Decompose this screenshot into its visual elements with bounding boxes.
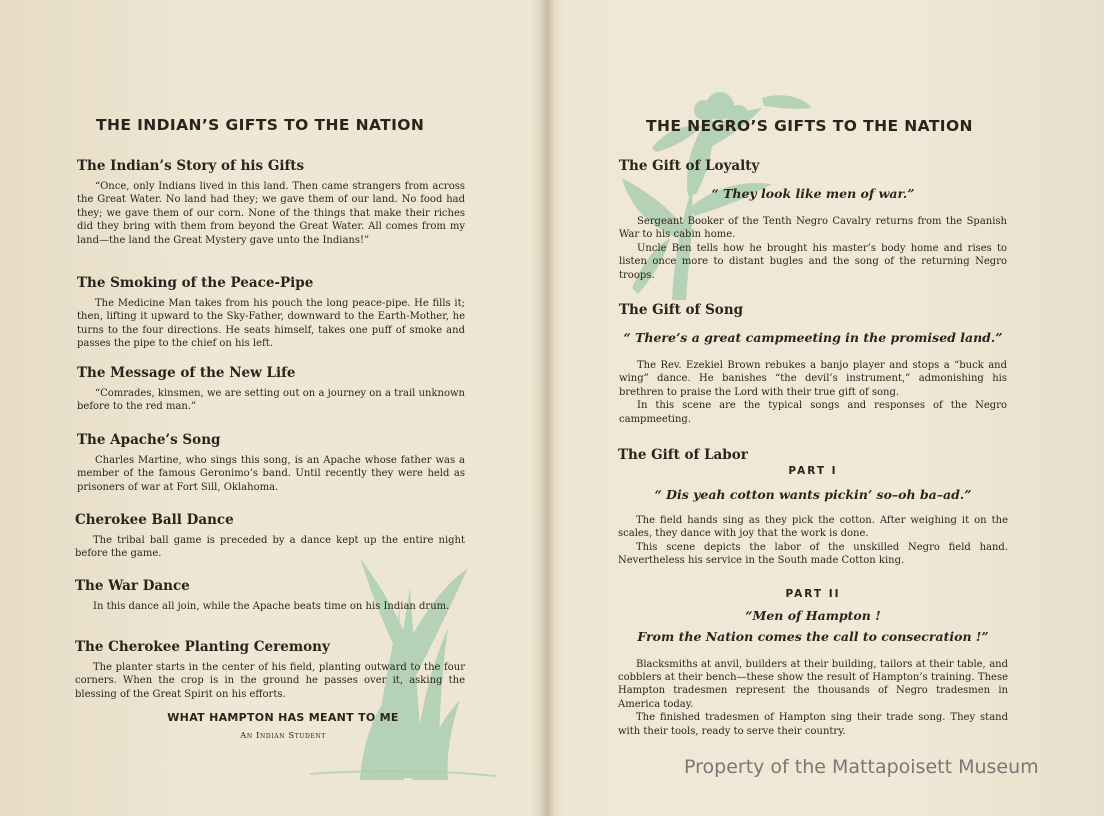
section-paragraph: The tribal ball game is preceded by a dance kept up the entire night before the game. [75, 535, 465, 560]
part-two-label: PART II [785, 587, 841, 600]
museum-watermark: Property of the Mattapoisett Museum [684, 756, 1039, 778]
section-paragraph: The Medicine Man takes from his pouch the long peace-pipe. He fills it; then, lifting it upward to the Sky-Father, downward to the Earth-Mother, he turns to the four directions. He seats himself, takes one puff of smoke and passes the pipe to the chief on his left. [77, 298, 465, 350]
section-paragraph: The planter starts in the center of his field, planting outward to the four corners. When the crop is in the ground he passes over it, asking the blessing of the Great Spirit on his efforts. [75, 662, 465, 700]
section-paragraph: Sergeant Booker of the Tenth Negro Cavalry returns from the Spanish War to his cabin home. [619, 216, 1007, 241]
section-heading: The Cherokee Planting Ceremony [75, 639, 330, 655]
section-paragraph: In this scene are the typical songs and responses of the Negro campmeeting. [619, 400, 1007, 425]
section-heading: The Smoking of the Peace-Pipe [77, 275, 314, 291]
section-paragraph: Blacksmiths at anvil, builders at their building, tailors at their table, and cobblers at their bench—these show the result of Hampton’s training. These Hampton tradesmen represent the thousands of Negro tradesmen in America today. [618, 658, 1008, 710]
section-heading: The Gift of Song [619, 302, 744, 318]
section-paragraph: The finished tradesmen of Hampton sing their trade song. They stand with their tools, ready to serve their country. [618, 712, 1008, 737]
signature-line: WHAT HAMPTON HAS MEANT TO ME [167, 711, 399, 724]
section-heading: The War Dance [75, 578, 190, 594]
part-one-label: PART I [788, 465, 838, 477]
section-gift-of-loyalty [619, 158, 1007, 282]
section-new-life [77, 365, 465, 414]
section-heading: Cherokee Ball Dance [75, 512, 234, 528]
section-gift-of-labor [618, 447, 1008, 738]
section-indians-story [77, 158, 465, 247]
section-apache-song [77, 432, 465, 494]
section-paragraph: The Rev. Ezekiel Brown rebukes a banjo player and stops a “buck and wing” dance. He banishes “the devil’s instrument,” admonishing his brethren to praise the Lord with their true gift of song. [619, 360, 1007, 398]
section-quote: “ They look like men of war.” [711, 186, 915, 201]
left-page-title: THE INDIAN’S GIFTS TO THE NATION [96, 116, 425, 134]
section-paragraph: “Once, only Indians lived in this land. Then came strangers from across the Great Water. No land had they; we gave them of our land. No food had they; we gave them of our corn. None of the things that make their riches did they bring with them from beyond the Great Water. All comes from my land—the land the Great Mystery gave unto the Indians!” [77, 181, 465, 246]
right-page [556, 0, 1104, 816]
section-paragraph: “Comrades, kinsmen, we are setting out on a journey on a trail unknown before to the red man.” [77, 388, 465, 413]
section-quote: From the Nation comes the call to consecration !” [637, 628, 989, 644]
section-heading: The Gift of Labor [618, 447, 748, 463]
signature-subline: An Indian Student [240, 731, 326, 741]
section-heading: The Indian’s Story of his Gifts [77, 158, 305, 174]
section-gift-of-song [619, 302, 1007, 426]
section-paragraph: Charles Martine, who sings this song, is an Apache whose father was a member of the famous Geronimo’s band. Until recently they were held as prisoners of war at Fort Sill, Oklahoma. [77, 455, 465, 493]
section-planting-ceremony [75, 639, 465, 701]
left-page [0, 0, 548, 816]
section-paragraph: In this dance all join, while the Apache beats time on his Indian drum. [93, 601, 450, 612]
section-quote: “Men of Hampton ! [745, 607, 881, 623]
section-heading: The Apache’s Song [77, 432, 221, 448]
section-paragraph: Uncle Ben tells how he brought his master’s body home and rises to listen once more to distant bugles and the song of the returning Negro troops. [619, 242, 1007, 281]
section-peace-pipe [77, 275, 465, 351]
section-ball-dance [75, 512, 465, 561]
section-quote: “ Dis yeah cotton wants pickin’ so–oh ba–ad.” [654, 487, 972, 502]
section-heading: The Message of the New Life [77, 365, 296, 381]
section-quote: “ There’s a great campmeeting in the promised land.” [623, 330, 1003, 345]
section-paragraph: This scene depicts the labor of the unskilled Negro field hand. Nevertheless his service in the South made Cotton king. [618, 541, 1008, 567]
right-page-title: THE NEGRO’S GIFTS TO THE NATION [646, 117, 973, 135]
section-paragraph: The field hands sing as they pick the cotton. After weighing it on the scales, they dance with joy that the work is done. [618, 515, 1008, 540]
signature-block [150, 711, 416, 741]
section-heading: The Gift of Loyalty [619, 158, 760, 174]
section-war-dance [75, 578, 465, 613]
